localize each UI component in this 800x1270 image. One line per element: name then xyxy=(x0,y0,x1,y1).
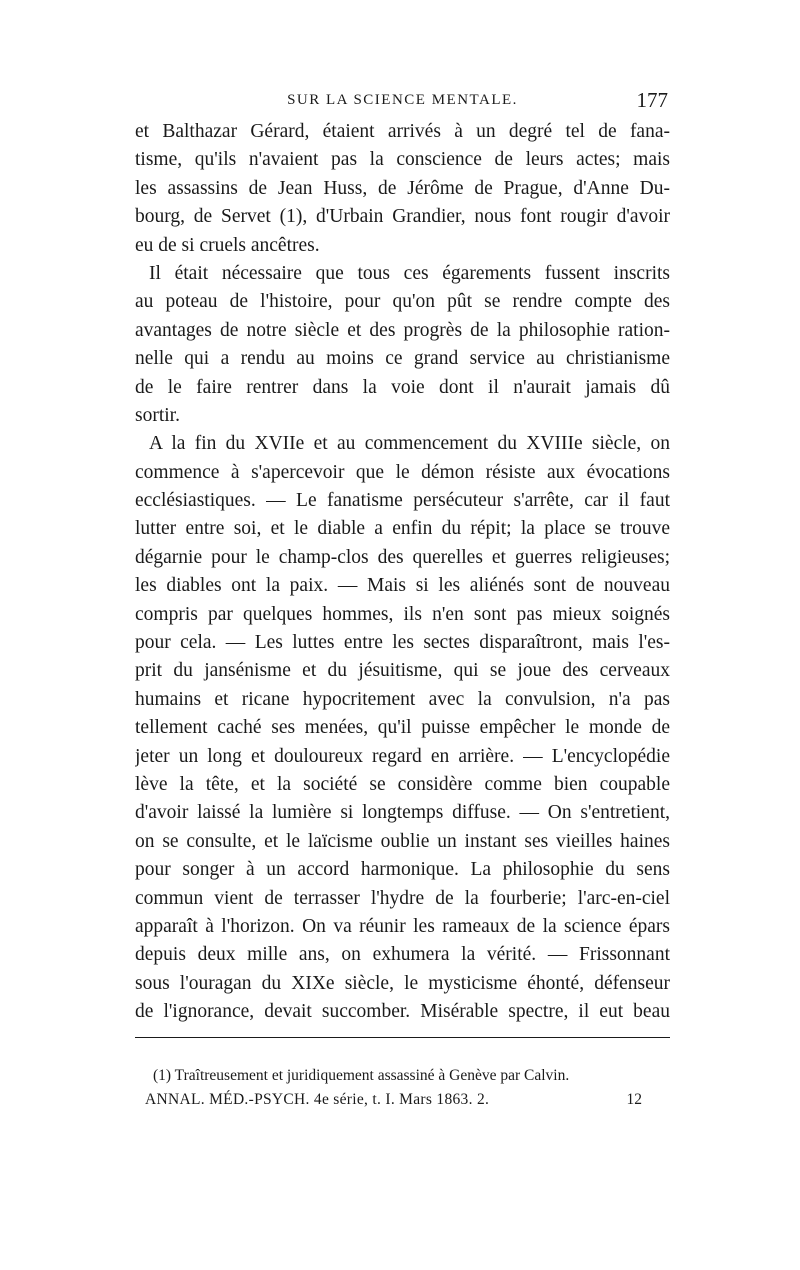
book-page xyxy=(135,88,670,1112)
text-line: on se consulte, et le laïcisme oublie un instant ses vieilles haines xyxy=(135,830,670,852)
text-line: ecclésiastiques. — Le fanatisme persécuteur s'arrête, car il faut xyxy=(135,490,670,512)
text-line: commun vient de terrasser l'hydre de la fourberie; l'arc-en-ciel xyxy=(135,887,670,909)
text-line: prit du jansénisme et du jésuitisme, qui se joue des cerveaux xyxy=(135,660,670,682)
text-line: pour songer à un accord harmonique. La philosophie du sens xyxy=(135,859,670,881)
text-line: lutter entre soi, et le diable a enfin du répit; la place se trouve xyxy=(135,518,670,540)
text-line: eu de si cruels ancêtres. xyxy=(135,234,320,256)
text-line: nelle qui a rendu au moins ce grand service au christianisme xyxy=(135,348,670,370)
text-line: tisme, qu'ils n'avaient pas la conscience de leurs actes; mais xyxy=(135,149,670,171)
page-number: 177 xyxy=(636,88,668,112)
text-line: dégarnie pour le champ-clos des querelles et guerres religieuses; xyxy=(135,546,670,568)
signature-number: 12 xyxy=(626,1090,642,1108)
text-line: pour cela. — Les luttes entre les sectes disparaîtront, mais l'es- xyxy=(135,632,670,654)
text-line: et Balthazar Gérard, étaient arrivés à un degré tel de fana- xyxy=(135,121,670,142)
text-line: commence à s'apercevoir que le démon résiste aux évocations xyxy=(135,461,670,483)
text-line: tellement caché ses menées, qu'il puisse empêcher le monde de xyxy=(135,717,670,739)
printer-signature xyxy=(135,1088,670,1112)
text-line: de le faire rentrer dans la voie dont il n'aurait jamais dû xyxy=(135,376,670,398)
text-line: sous l'ouragan du XIXe siècle, le mysticisme éhonté, défenseur xyxy=(135,972,670,994)
text-line: A la fin du XVIIe et au commencement du XVIIIe siècle, on xyxy=(149,433,670,455)
text-line: bourg, de Servet (1), d'Urbain Grandier, nous font rougir d'avoir xyxy=(135,206,670,228)
text-line: sortir. xyxy=(135,404,180,426)
text-line: de l'ignorance, devait succomber. Misérable spectre, il eut beau xyxy=(135,1001,670,1023)
text-line: lève la tête, et la société se considère comme bien coupable xyxy=(135,773,670,795)
signature-text: ANNAL. MÉD.-PSYCH. 4e série, t. I. Mars 1863. 2. xyxy=(145,1090,490,1108)
footnote: (1) Traîtreusement et juridiquement assassiné à Genève par Calvin. xyxy=(153,1066,570,1084)
text-line: d'avoir laissé la lumière si longtemps diffuse. — On s'entretient, xyxy=(135,802,670,824)
text-line: les diables ont la paix. — Mais si les aliénés sont de nouveau xyxy=(135,575,670,597)
text-line: les assassins de Jean Huss, de Jérôme de Prague, d'Anne Du- xyxy=(135,177,670,199)
running-title: SUR LA SCIENCE MENTALE. xyxy=(287,92,518,108)
footnote-rule xyxy=(135,1037,670,1038)
text-line: Il était nécessaire que tous ces égarements fussent inscrits xyxy=(149,262,670,284)
text-line: avantages de notre siècle et des progrès de la philosophie ration- xyxy=(135,319,670,341)
text-line: humains et ricane hypocritement avec la convulsion, n'a pas xyxy=(135,688,670,710)
body-text xyxy=(135,118,670,1027)
text-line: depuis deux mille ans, on exhumera la vérité. — Frissonnant xyxy=(135,944,670,966)
text-line: compris par quelques hommes, ils n'en sont pas mieux soignés xyxy=(135,603,670,625)
page-header xyxy=(135,88,670,118)
text-line: au poteau de l'histoire, pour qu'on pût se rendre compte des xyxy=(135,291,670,313)
text-line: jeter un long et douloureux regard en arrière. — L'encyclopédie xyxy=(135,745,670,767)
text-line: apparaît à l'horizon. On va réunir les rameaux de la science épars xyxy=(135,915,670,937)
